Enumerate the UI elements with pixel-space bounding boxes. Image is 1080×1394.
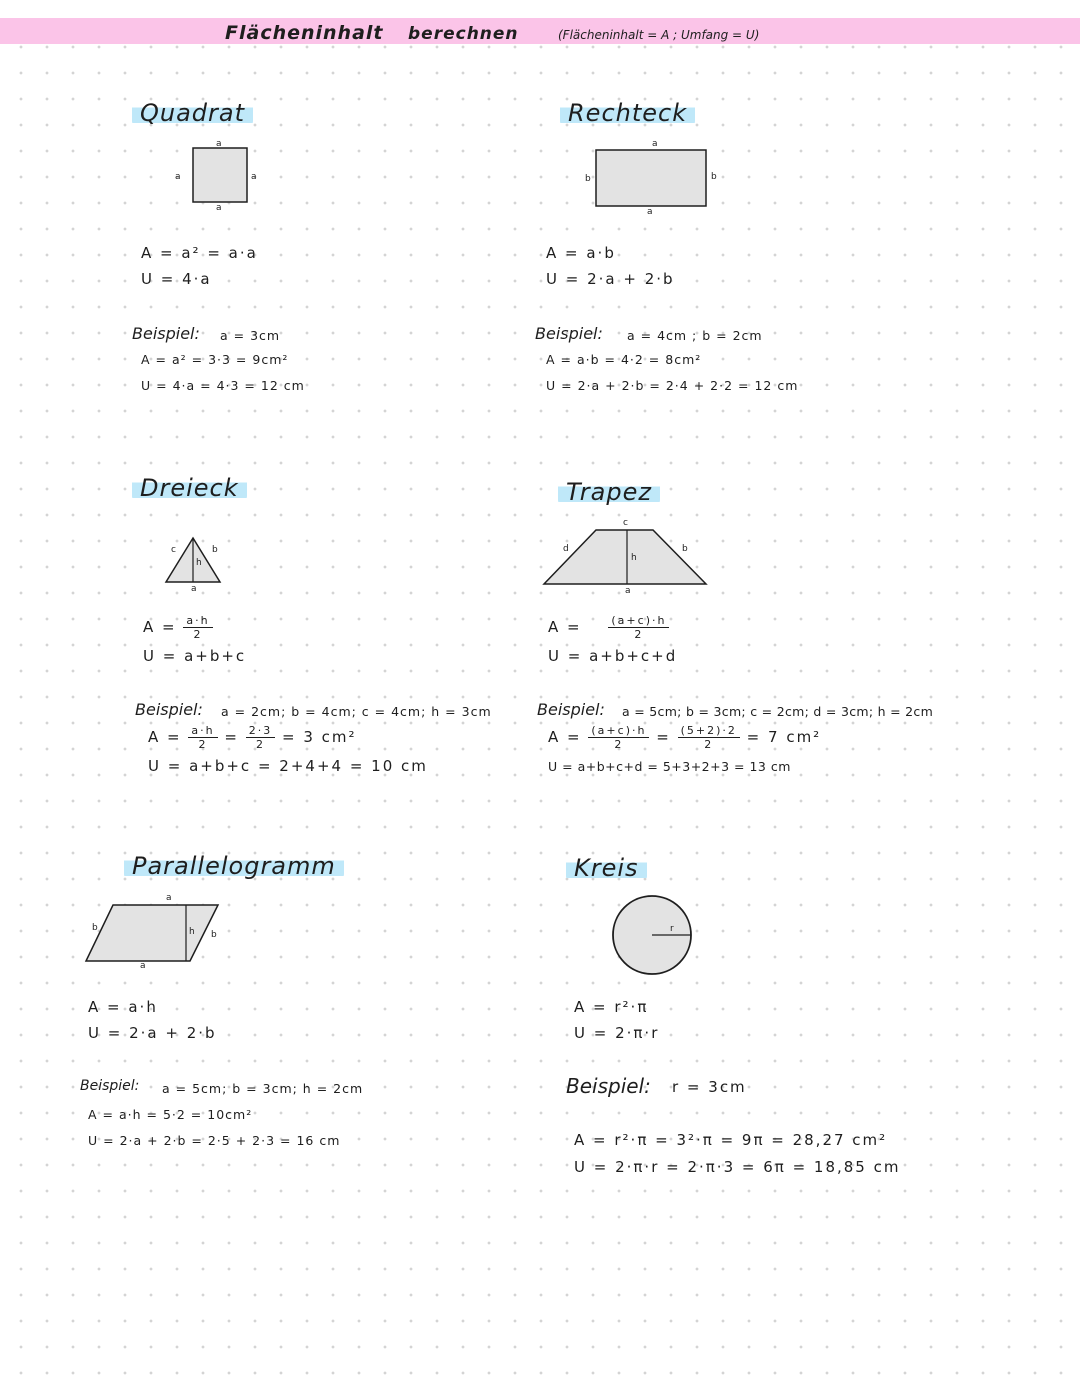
circle-label-r: r: [670, 924, 674, 934]
triangle-label-c: c: [171, 545, 176, 555]
dreieck-ex-fraction-2: [246, 724, 276, 751]
parallelogram-label-h: h: [189, 927, 195, 937]
triangle-label-h: h: [196, 558, 202, 568]
dreieck-ex-num2: 2·3: [246, 724, 276, 738]
trapez-ex-area-prefix: A =: [548, 728, 582, 746]
kreis-area-formula: A = r²·π: [574, 998, 649, 1016]
parallelogramm-example-area: A = a·h = 5·2 = 10cm²: [88, 1107, 253, 1122]
page-title-suffix: berechnen: [408, 24, 519, 44]
kreis-example-perimeter: U = 2·π·r = 2·π·3 = 6π = 18,85 cm: [574, 1158, 901, 1176]
dreieck-ex-den2: 2: [256, 738, 265, 751]
trapez-ex-fraction-2: [678, 724, 740, 751]
trapez-example-area: [548, 724, 821, 751]
trapez-ex-num1: (a+c)·h: [588, 724, 649, 738]
trapez-perimeter-formula: U = a+b+c+d: [548, 647, 678, 665]
rechteck-example-area: A = a·b = 4·2 = 8cm²: [546, 352, 702, 367]
trapez-ex-den1: 2: [614, 738, 624, 751]
kreis-example-area: A = r²·π = 3²·π = 9π = 28,27 cm²: [574, 1131, 888, 1149]
dreieck-example-area: [148, 724, 357, 751]
quadrat-heading: Quadrat: [132, 99, 253, 127]
rechteck-example-perimeter: U = 2·a + 2·b = 2·4 + 2·2 = 12 cm: [546, 378, 799, 393]
rectangle-label-top: a: [652, 139, 658, 149]
dreieck-ex-den1: 2: [198, 738, 208, 751]
rechteck-heading: Rechteck: [560, 99, 695, 127]
dreieck-area-formula: [143, 614, 213, 641]
trapezoid-label-h: h: [631, 553, 637, 563]
dreieck-area-prefix: A =: [143, 618, 177, 636]
dreieck-perimeter-formula: U = a+b+c: [143, 647, 247, 665]
square-label-left: a: [175, 172, 181, 182]
dreieck-ex-area-prefix: A =: [148, 728, 182, 746]
parallelogramm-heading: Parallelogramm: [124, 852, 344, 880]
dreieck-ex-equals: =: [224, 728, 239, 746]
trapez-ex-equals: =: [656, 728, 671, 746]
quadrat-perimeter-formula: U = 4·a: [141, 270, 212, 288]
dreieck-area-fraction: [183, 614, 212, 641]
parallelogramm-example-given: a = 5cm; b = 3cm; h = 2cm: [162, 1081, 364, 1096]
trapez-heading: Trapez: [558, 478, 660, 506]
trapez-area-fraction: [608, 614, 669, 641]
parallelogram-label-bottom: a: [140, 961, 146, 971]
trapez-area-denominator: 2: [634, 628, 644, 641]
header-highlight: [0, 18, 1080, 44]
legend-text: (Flächeninhalt = A ; Umfang = U): [558, 28, 760, 42]
triangle-label-a: a: [191, 584, 197, 594]
trapez-ex-den2: 2: [704, 738, 714, 751]
dreieck-heading: Dreieck: [132, 474, 247, 502]
square-label-right: a: [251, 172, 257, 182]
page-title: Flächeninhalt: [225, 22, 384, 44]
parallelogramm-area-formula: A = a·h: [88, 998, 158, 1016]
circle-diagram: [605, 888, 700, 983]
trapez-area-numerator: (a+c)·h: [608, 614, 669, 628]
quadrat-example-perimeter: U = 4·a = 4·3 = 12 cm: [141, 378, 305, 393]
kreis-example-given: r = 3cm: [672, 1078, 747, 1096]
square-label-bottom: a: [216, 203, 222, 213]
rechteck-area-formula: A = a·b: [546, 244, 616, 262]
rechteck-perimeter-formula: U = 2·a + 2·b: [546, 270, 675, 288]
rechteck-example-given: a = 4cm ; b = 2cm: [627, 328, 763, 343]
trapezoid-diagram: [538, 522, 713, 588]
trapez-example-label: Beispiel:: [537, 700, 605, 719]
trapez-ex-num2: (5+2)·2: [678, 724, 740, 738]
quadrat-example-area: A = a² = 3·3 = 9cm²: [141, 352, 289, 367]
parallelogramm-example-label: Beispiel:: [80, 1078, 140, 1094]
trapezoid-label-a: a: [625, 586, 631, 596]
dreieck-area-numerator: a·h: [183, 614, 212, 628]
trapezoid-label-c: c: [623, 518, 628, 528]
parallelogram-label-left: b: [92, 923, 98, 933]
kreis-example-label: Beispiel:: [566, 1074, 651, 1098]
rectangle-diagram: [590, 142, 720, 214]
triangle-label-b: b: [212, 545, 218, 555]
parallelogramm-perimeter-formula: U = 2·a + 2·b: [88, 1024, 217, 1042]
trapez-area-prefix: A =: [548, 618, 582, 636]
quadrat-example-given: a = 3cm: [220, 328, 281, 343]
triangle-diagram: [160, 530, 230, 590]
trapez-ex-fraction-1: [588, 724, 649, 751]
trapezoid-label-d: d: [563, 544, 569, 554]
rectangle-label-right: b: [711, 172, 717, 182]
dreieck-ex-result: = 3 cm²: [282, 728, 357, 746]
dreieck-ex-fraction-1: [188, 724, 217, 751]
parallelogram-label-top: a: [166, 893, 172, 903]
trapez-example-perimeter: U = a+b+c+d = 5+3+2+3 = 13 cm: [548, 759, 791, 774]
trapez-example-given: a = 5cm; b = 3cm; c = 2cm; d = 3cm; h = 2cm: [622, 704, 934, 719]
trapez-ex-result: = 7 cm²: [746, 728, 822, 746]
trapez-area-formula: [548, 614, 669, 641]
kreis-heading: Kreis: [566, 854, 647, 882]
quadrat-area-formula: A = a² = a·a: [141, 244, 258, 262]
dreieck-area-denominator: 2: [193, 628, 203, 641]
rectangle-label-left: b: [585, 174, 591, 184]
rechteck-example-label: Beispiel:: [535, 324, 603, 343]
kreis-perimeter-formula: U = 2·π·r: [574, 1024, 660, 1042]
dreieck-example-perimeter: U = a+b+c = 2+4+4 = 10 cm: [148, 757, 428, 775]
dreieck-ex-num1: a·h: [188, 724, 217, 738]
quadrat-example-label: Beispiel:: [132, 324, 200, 343]
dreieck-example-given: a = 2cm; b = 4cm; c = 4cm; h = 3cm: [221, 704, 492, 719]
parallelogram-label-right: b: [211, 930, 217, 940]
parallelogramm-example-perimeter: U = 2·a + 2·b = 2·5 + 2·3 = 16 cm: [88, 1133, 341, 1148]
dreieck-example-label: Beispiel:: [135, 700, 203, 719]
trapezoid-label-b: b: [682, 544, 688, 554]
rectangle-label-bottom: a: [647, 207, 653, 217]
square-label-top: a: [216, 139, 222, 149]
parallelogram-diagram: [80, 895, 225, 970]
